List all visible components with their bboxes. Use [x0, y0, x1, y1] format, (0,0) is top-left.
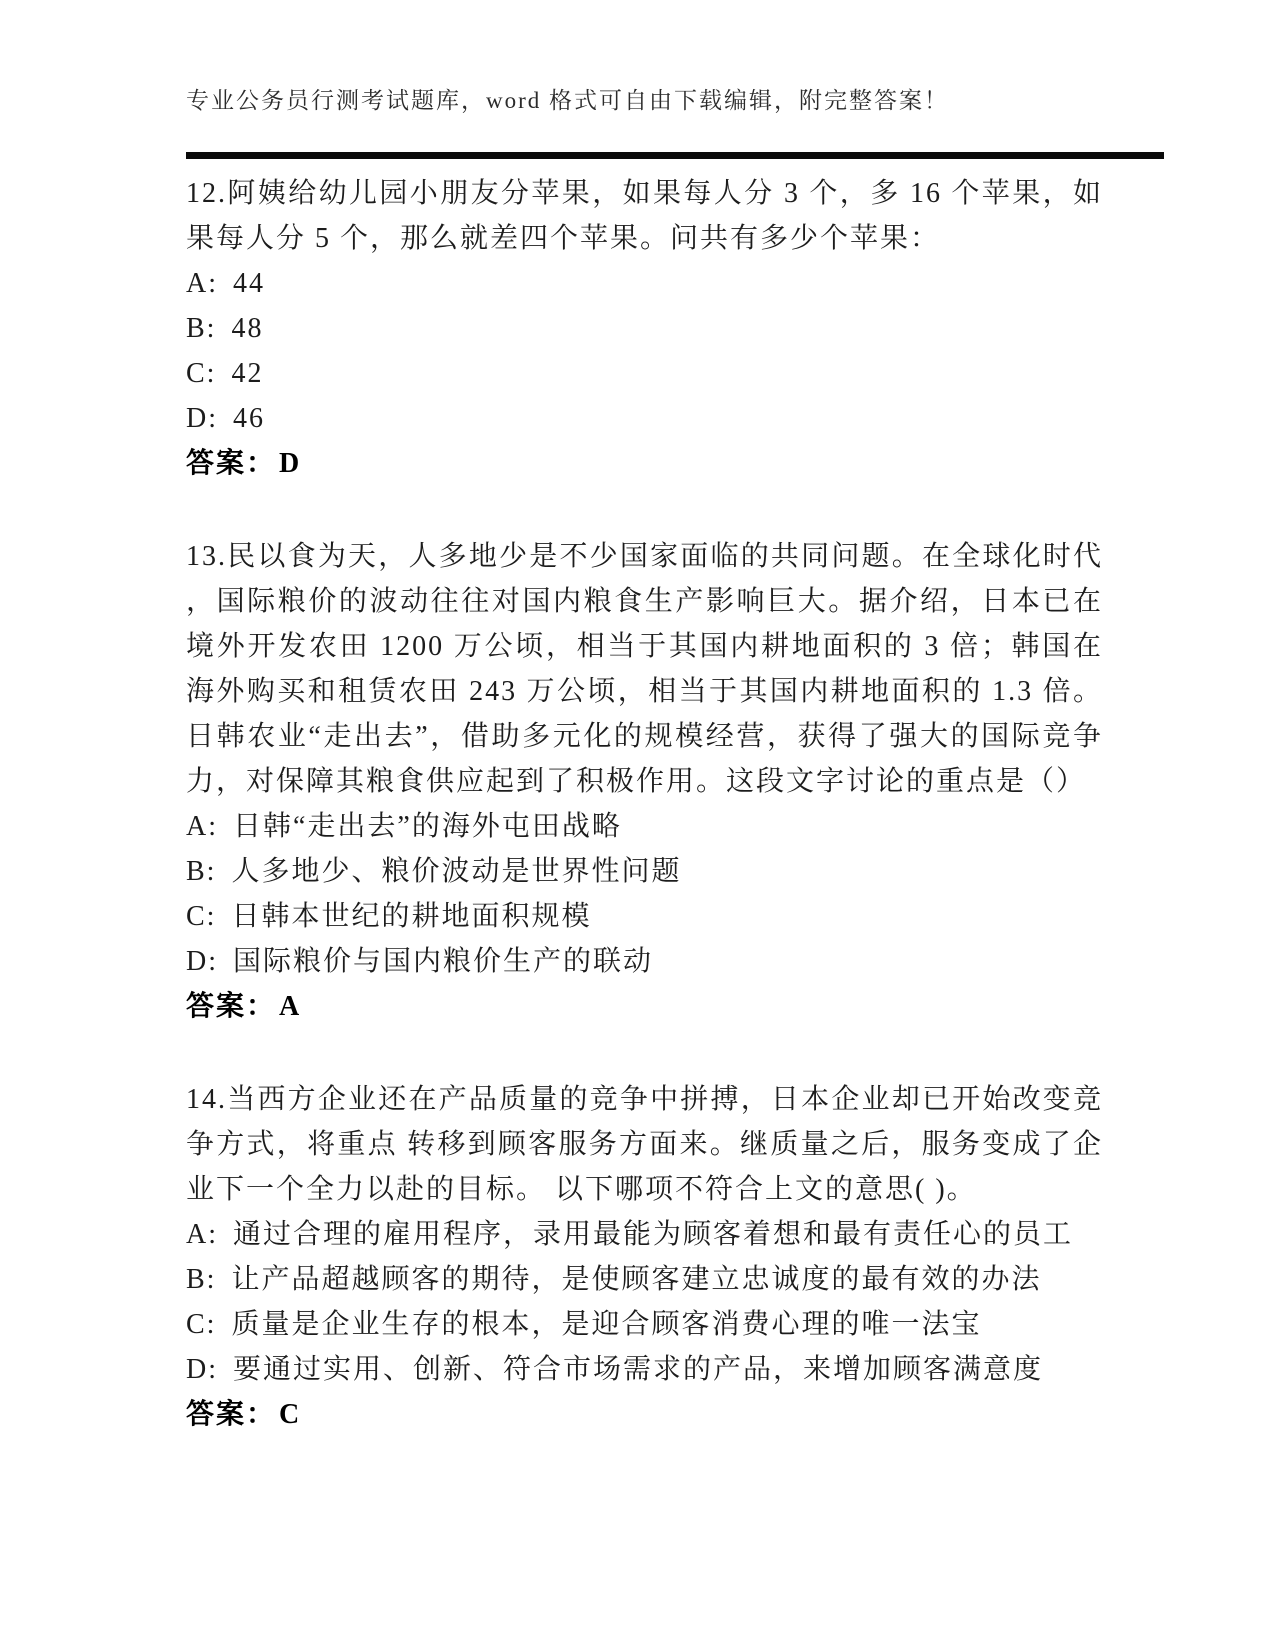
- question-number: 13.: [186, 541, 227, 572]
- option-row: [186, 1302, 1103, 1347]
- question-text: 阿姨给幼儿园小朋友分苹果，如果每人分 3 个，多 16 个苹果，如果每人分 5 个，那么就差四个苹果。问共有多少个苹果：: [186, 178, 1103, 254]
- question-block-13: [186, 534, 1103, 1029]
- answer-label: 答案：: [186, 448, 277, 479]
- option-text: 48: [231, 313, 264, 344]
- option-letter: A:: [186, 811, 218, 842]
- question-stem: [186, 534, 1103, 804]
- option-row: [186, 396, 1103, 441]
- option-letter: B:: [186, 1264, 217, 1295]
- option-letter: D:: [186, 403, 218, 434]
- answer-label: 答案：: [186, 991, 277, 1022]
- option-text: 人多地少、粮价波动是世界性问题: [231, 856, 682, 887]
- option-row: [186, 804, 1103, 849]
- option-letter: C:: [186, 358, 217, 389]
- option-text: 日韩本世纪的耕地面积规模: [231, 901, 592, 932]
- answer-value: D: [279, 448, 302, 479]
- questions-list: [186, 171, 1103, 1437]
- option-row: [186, 939, 1103, 984]
- option-text: 44: [233, 268, 265, 299]
- option-text: 日韩“走出去”的海外屯田战略: [233, 811, 622, 842]
- option-text: 42: [231, 358, 264, 389]
- question-stem: [186, 1077, 1103, 1212]
- header-divider-rule: [186, 152, 1164, 159]
- option-text: 通过合理的雇用程序，录用最能为顾客着想和最有责任心的员工: [233, 1219, 1074, 1250]
- answer-row: [186, 441, 1103, 486]
- question-block-14: [186, 1077, 1103, 1437]
- option-row: [186, 1347, 1103, 1392]
- question-number: 12.: [186, 178, 227, 209]
- option-text: 46: [233, 403, 265, 434]
- question-number: 14.: [186, 1084, 227, 1115]
- option-row: [186, 1212, 1103, 1257]
- answer-value: C: [279, 1399, 302, 1430]
- option-letter: C:: [186, 1309, 217, 1340]
- option-row: [186, 261, 1103, 306]
- question-stem: [186, 171, 1103, 261]
- question-text: 民以食为天，人多地少是不少国家面临的共同问题。在全球化时代，国际粮价的波动往往对国内粮食生产影响巨大。据介绍，日本已在境外开发农田 1200 万公顷，相当于其国内耕地面积的 3 倍；韩国在海外购买和租赁农田 243 万公顷，相当于其国内耕地面积的 1.3 倍。日韩农业“走出去”，借助多元化的规模经营，获得了强大的国际竞争力，对保障其粮食供应起到了积极作用。这段文字讨论的重点是（）: [186, 541, 1103, 797]
- option-letter: C:: [186, 901, 217, 932]
- answer-value: A: [279, 991, 302, 1022]
- option-letter: D:: [186, 946, 218, 977]
- option-letter: D:: [186, 1354, 218, 1385]
- option-text: 让产品超越顾客的期待，是使顾客建立忠诚度的最有效的办法: [231, 1264, 1042, 1295]
- option-text: 要通过实用、创新、符合市场需求的产品，来增加顾客满意度: [233, 1354, 1044, 1385]
- option-row: [186, 849, 1103, 894]
- option-text: 国际粮价与国内粮价生产的联动: [233, 946, 654, 977]
- option-row: [186, 351, 1103, 396]
- option-row: [186, 1257, 1103, 1302]
- option-letter: B:: [186, 313, 217, 344]
- answer-label: 答案：: [186, 1399, 277, 1430]
- document-header-note: 专业公务员行测考试题库，word 格式可自由下载编辑，附完整答案！: [186, 88, 950, 113]
- option-letter: A:: [186, 268, 218, 299]
- option-text: 质量是企业生存的根本，是迎合顾客消费心理的唯一法宝: [231, 1309, 982, 1340]
- question-text: 当西方企业还在产品质量的竞争中拼搏，日本企业却已开始改变竞争方式，将重点 转移到顾客服务方面来。继质量之后，服务变成了企业下一个全力以赴的目标。 以下哪项不符合上文的意思( )。: [186, 1084, 1103, 1205]
- answer-row: [186, 984, 1103, 1029]
- question-block-12: [186, 171, 1103, 486]
- option-letter: B:: [186, 856, 217, 887]
- option-row: [186, 306, 1103, 351]
- option-row: [186, 894, 1103, 939]
- answer-row: [186, 1392, 1103, 1437]
- option-letter: A:: [186, 1219, 218, 1250]
